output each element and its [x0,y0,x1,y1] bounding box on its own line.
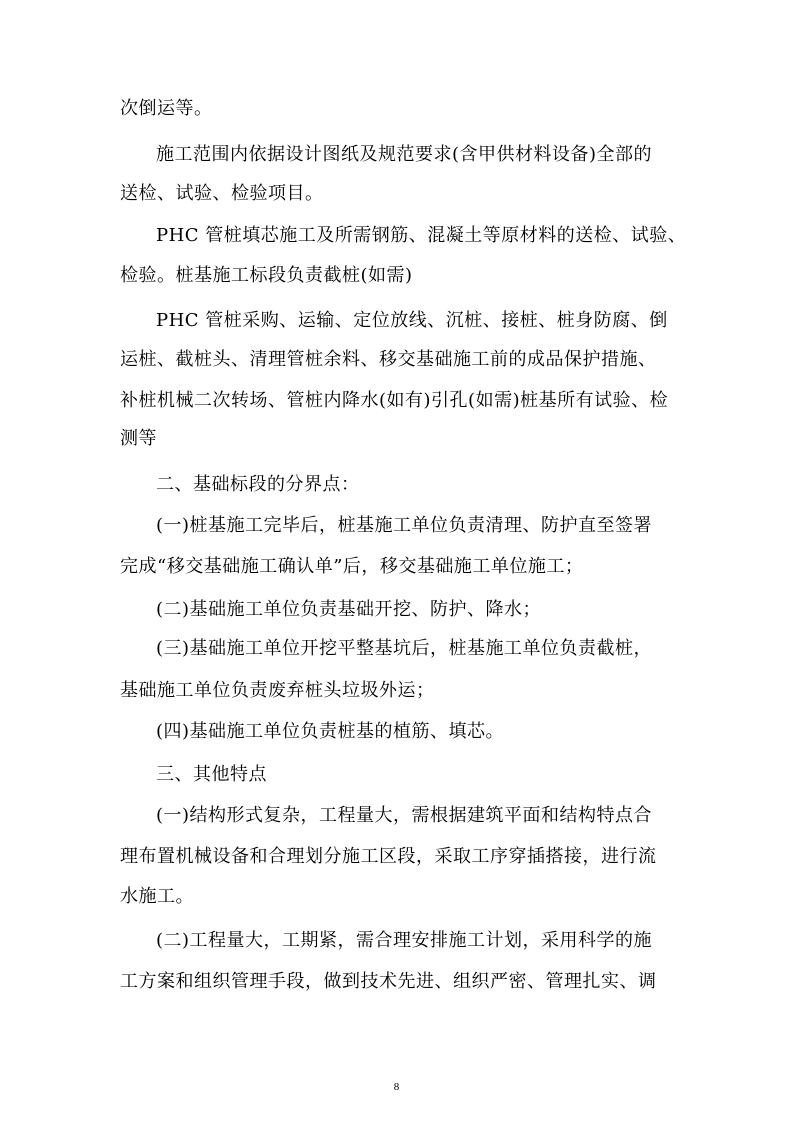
text-line: PHC 管桩填芯施工及所需钢筋、混凝土等原材料的送检、试验、 [156,225,687,246]
text-line: 水施工。 [120,886,194,907]
text-line: (三)基础施工单位开挖平整基坑后，桩基施工单位负责截桩， [156,638,653,659]
text-line: (一)桩基施工完毕后，桩基施工单位负责清理、防护直至签署 [156,515,653,536]
text-line: 补桩机械二次转场、管桩内降水(如有)引孔(如需)桩基所有试验、检 [120,390,669,411]
text-line: (二)基础施工单位负责基础开挖、防护、降水； [156,599,542,620]
text-line: 测等 [120,428,157,449]
page-number: 8 [393,1081,400,1093]
section-heading: 二、基础标段的分界点： [156,474,360,495]
text-line: 基础施工单位负责废弃桩头垃圾外运； [120,680,435,701]
text-line: 检验。桩基施工标段负责截桩(如需) [120,265,413,286]
text-line: 理布置机械设备和合理划分施工区段，采取工序穿插搭接，进行流 [120,846,657,867]
text-line: PHC 管桩采购、运输、定位放线、沉桩、接桩、桩身防腐、倒 [156,310,668,331]
text-line: 工方案和组织管理手段，做到技术先进、组织严密、管理扎实、调 [120,971,657,992]
text-line: 次倒运等。 [120,98,213,119]
text-line: (四)基础施工单位负责桩基的植筋、填芯。 [156,721,505,742]
text-line: 完成“移交基础施工确认单”后，移交基础施工单位施工； [120,556,584,577]
text-line: (二)工程量大，工期紧，需合理安排施工计划，采用科学的施 [156,930,653,951]
text-line: 送检、试验、检验项目。 [120,183,324,204]
text-line: 运桩、截桩头、清理管桩余料、移交基础施工前的成品保护措施、 [120,349,657,370]
text-line: (一)结构形式复杂，工程量大，需根据建筑平面和结构特点合 [156,805,653,826]
text-line: 施工范围内依据设计图纸及规范要求(含甲供材料设备)全部的 [156,144,653,165]
section-heading: 三、其他特点 [156,764,267,785]
